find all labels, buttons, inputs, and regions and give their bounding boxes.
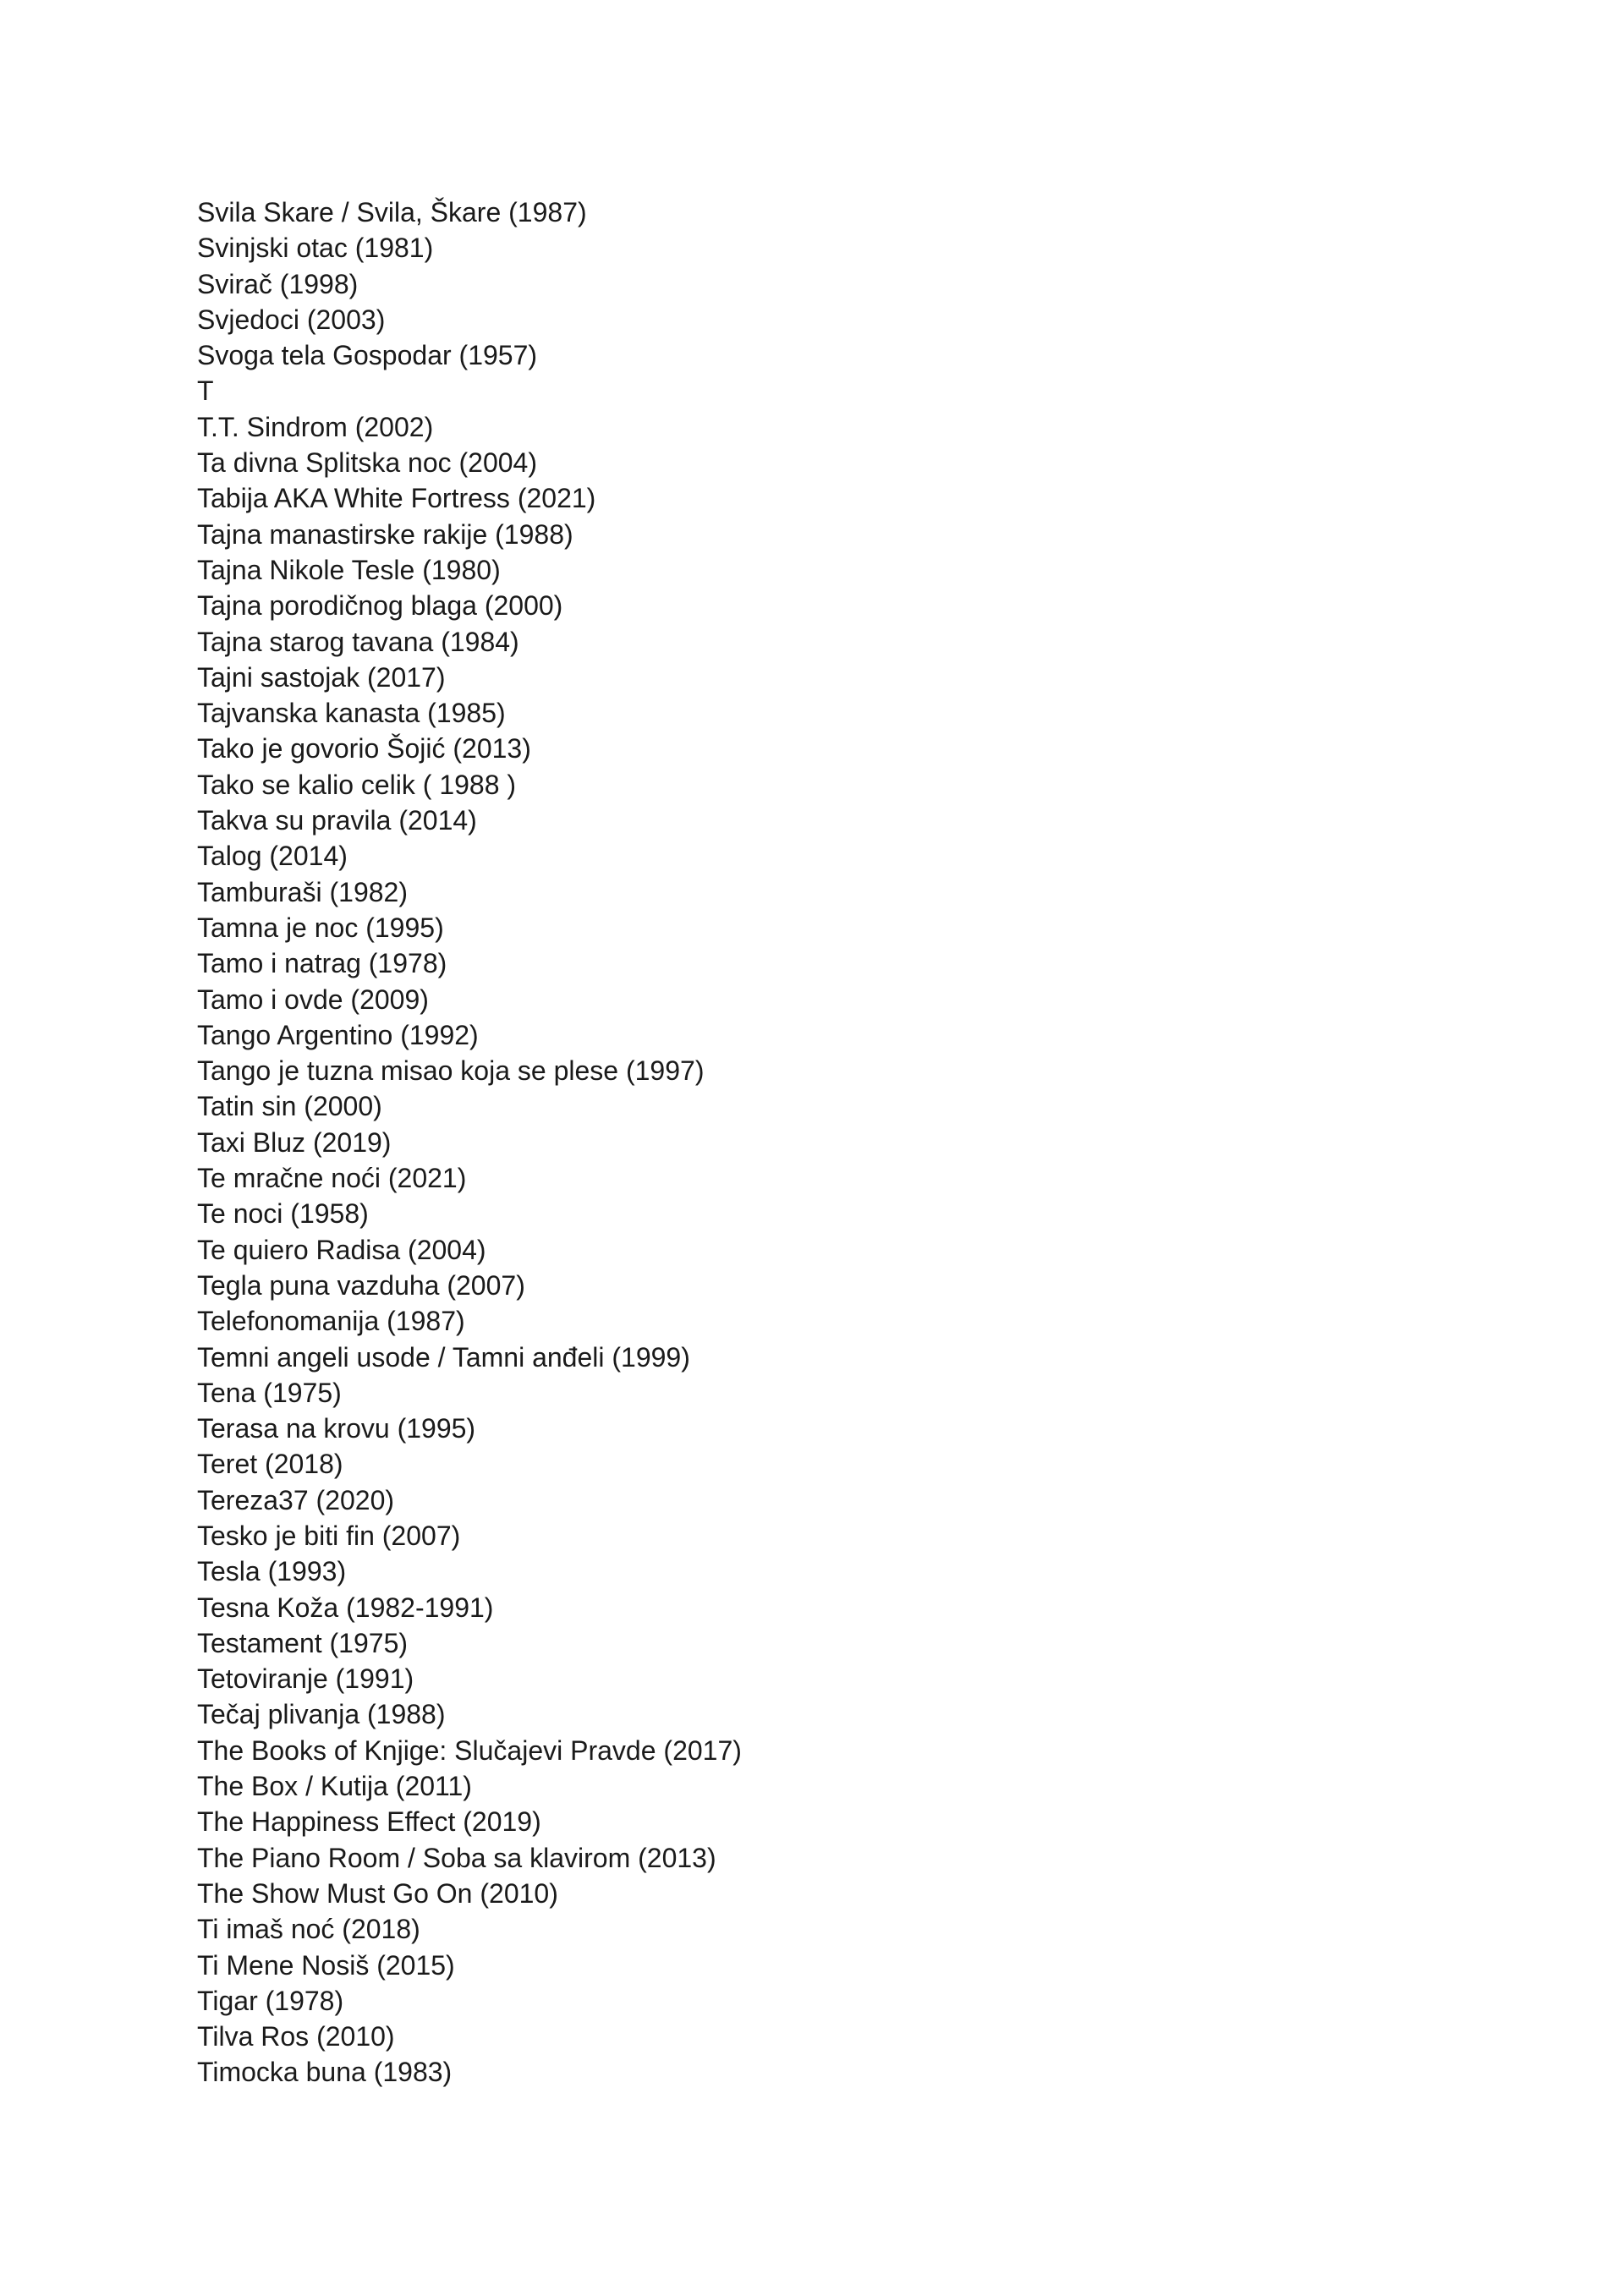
list-item: Tesla (1993): [197, 1556, 347, 1587]
list-item: Tajvanska kanasta (1985): [197, 698, 506, 729]
section-letter: T: [197, 375, 214, 407]
list-item: Tango Argentino (1992): [197, 1019, 479, 1050]
list-item: Testament (1975): [197, 1627, 409, 1658]
list-item: Tajna starog tavana (1984): [197, 626, 519, 657]
list-item: Talog (2014): [197, 841, 348, 872]
list-item: Teret (2018): [197, 1449, 343, 1480]
list-item: Tajna Nikole Tesle (1980): [197, 554, 501, 585]
list-item: Ti imaš noć (2018): [197, 1914, 420, 1945]
list-item: Tajna porodičnog blaga (2000): [197, 590, 563, 622]
list-item: Tango je tuzna misao koja se plese (1997): [197, 1055, 705, 1087]
list-item: Svjedoci (2003): [197, 304, 386, 335]
list-item: Tamo i natrag (1978): [197, 948, 447, 979]
list-item: Tečaj plivanja (1988): [197, 1699, 446, 1730]
list-item: Telefonomanija (1987): [197, 1306, 465, 1337]
list-item: Tesna Koža (1982-1991): [197, 1592, 494, 1623]
list-item: Tajna manastirske rakije (1988): [197, 518, 573, 550]
list-item: The Piano Room / Soba sa klavirom (2013): [197, 1842, 716, 1873]
list-item: Tamburaši (1982): [197, 876, 408, 907]
list-item: The Show Must Go On (2010): [197, 1877, 558, 1909]
list-item: Te mračne noći (2021): [197, 1163, 467, 1194]
list-item: Svinjski otac (1981): [197, 233, 434, 264]
list-item: Takva su pravila (2014): [197, 805, 477, 836]
list-item: Tilva Ros (2010): [197, 2021, 395, 2052]
list-item: Temni angeli usode / Tamni anđeli (1999): [197, 1341, 690, 1373]
film-title-list: [197, 195, 742, 2091]
list-item: Tegla puna vazduha (2007): [197, 1269, 525, 1301]
list-item: Svila Skare / Svila, Škare (1987): [197, 197, 587, 227]
list-item: Ti Mene Nosiš (2015): [197, 1949, 455, 1981]
list-item: Tako je govorio Šojić (2013): [197, 733, 531, 764]
list-item: Tena (1975): [197, 1377, 342, 1408]
list-item: Timocka buna (1983): [197, 2057, 453, 2088]
list-item: Svirač (1998): [197, 268, 359, 299]
list-item: Tetoviranje (1991): [197, 1663, 414, 1695]
list-item: T.T. Sindrom (2002): [197, 411, 434, 442]
list-item: Tabija AKA White Fortress (2021): [197, 483, 596, 514]
list-item: Ta divna Splitska noc (2004): [197, 447, 537, 479]
list-item: Svoga tela Gospodar (1957): [197, 340, 538, 371]
list-item: The Happiness Effect (2019): [197, 1806, 541, 1838]
list-item: Te quiero Radisa (2004): [197, 1234, 486, 1265]
list-item: The Box / Kutija (2011): [197, 1771, 472, 1802]
list-item: Tesko je biti fin (2007): [197, 1520, 461, 1551]
list-item: Tamo i ovde (2009): [197, 984, 429, 1015]
list-item: Tigar (1978): [197, 1985, 344, 2016]
list-item: Te noci (1958): [197, 1198, 369, 1230]
list-item: Tajni sastojak (2017): [197, 661, 446, 693]
list-item: Tako se kalio celik ( 1988 ): [197, 769, 517, 800]
list-item: Tereza37 (2020): [197, 1484, 395, 1515]
list-item: The Books of Knjige: Slučajevi Pravde (2017): [197, 1734, 742, 1766]
list-item: Terasa na krovu (1995): [197, 1413, 476, 1444]
list-item: Tatin sin (2000): [197, 1091, 382, 1122]
list-item: Taxi Bluz (2019): [197, 1126, 392, 1158]
list-item: Tamna je noc (1995): [197, 912, 444, 943]
